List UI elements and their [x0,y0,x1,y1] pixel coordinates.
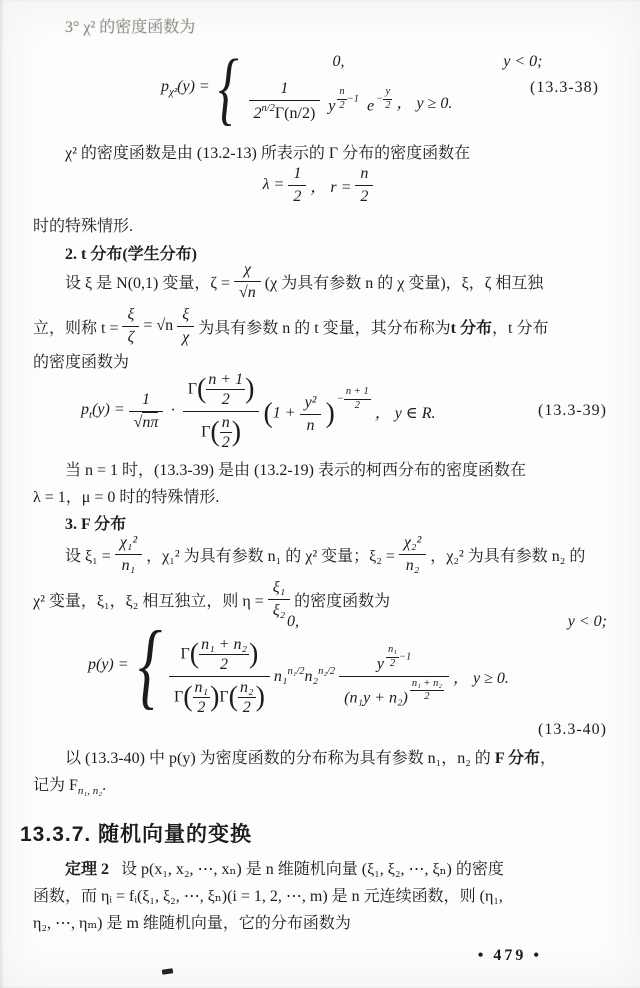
eq38-y-term [328,86,359,116]
eq40-dexp-den: 2 [424,691,430,703]
eq38-frac-den [249,101,321,124]
eq39-gamma-num [183,370,260,411]
theorem-2-l2: 函数，而 ηᵢ = fᵢ(ξ₁, ξ₂, ⋯, ξₙ)(i = 1, 2, ⋯, m) 是 n 元连续函数，则 (η₁, [33,888,503,905]
eq39-lhs [81,401,125,421]
eq39-radicand: nπ [142,413,159,431]
eq39-body [81,370,435,452]
eq40-den-gamma-2: Γ [219,687,229,705]
paragraph-gamma-relation-text: χ² 的密度函数是由 (13.2-13) 所表示的 Γ 分布的密度函数在 [65,145,471,162]
eq-params-frac-1 [288,164,306,207]
t-setup-f3-num: ξ [177,305,194,327]
t-setup-l1a: 设 ξ 是 N(0,1) 变量，ζ = [65,274,230,292]
eq39-exp-frac [344,386,371,412]
cauchy-note-l1: 当 n = 1 时，(13.3-39) 是由 (13.2-19) 表示的柯西分布的密度函数在 [65,462,526,479]
f-setup-l1b: ，χ₁² 为具有参数 n₁ 的 χ² 变量；ξ₂ = [146,547,395,565]
eq40-num-frac [199,635,249,674]
eq39-bot-den: 2 [221,433,230,451]
eq-params-f1-den: 2 [293,187,302,205]
cauchy-note-line-2 [33,484,607,511]
eq38-y-exp-frac [337,86,346,112]
t-setup-frac-chi-sqrtn [234,260,261,303]
eq40-den-rparen-2: ) [255,681,265,713]
eq38-cond-1: y < 0; [503,52,543,70]
eq40-gamma-fraction [169,635,270,717]
eq38-e-base: e [366,97,375,115]
eq38-e-exp-num: y [383,86,392,100]
eq38-y-exp-den: 2 [339,99,345,111]
theorem-2-line-3 [33,910,607,937]
theorem-2-line-2 [33,883,607,910]
eq40-den-gamma-1: Γ [173,687,184,705]
eq39-exp-num: n + 1 [344,386,371,400]
t-setup-l2c-bold: t 分布 [450,319,492,337]
cauchy-note-l2: λ = 1，μ = 0 时的特殊情形. [33,489,220,506]
eq39-frac-1 [129,390,164,433]
line-special-case-text: 时的特殊情形. [33,218,134,235]
f-setup-f2-num: χ₂² [399,533,426,555]
eq39-tail: ， y ∈ R. [374,404,436,422]
f-naming-l1c: ， [540,750,557,767]
t-setup-l2b: = √n [143,317,174,334]
paragraph-f-setup [33,531,607,621]
eq40-den-rparen-1: ) [210,681,220,713]
eq38-den-base: 2 [253,104,262,122]
eq40-den2-exp-frac [410,678,444,704]
eq38-cond-2: ， y ≥ 0. [396,94,453,112]
eq40-d2-num: n₂ [238,678,256,698]
eq39-num-rparen: ) [245,373,255,405]
eq38-e-exponent [376,86,392,112]
eq40-y-exponent [386,644,411,670]
f-setup-l1a: 设 ξ₁ = [65,547,111,565]
eq39-one-plus: 1 + [272,404,296,422]
eq39-den-lparen: ( [210,416,220,448]
theorem-2-l1: 设 p(x₁, x₂, ⋯, xₙ) 是 n 维随机向量 (ξ₁, ξ₂, ⋯, ξₙ) 的密度 [121,861,504,878]
eq39-radical-icon: √ [133,413,143,431]
eq38-y-exponent [337,86,359,112]
eq40-gamma-num [169,635,270,676]
eq39-gamma-den [183,412,260,452]
eq39-top-num: n + 1 [206,370,245,390]
t-setup-frac-xi-zeta [122,305,139,348]
page-number-text: • 479 • [477,947,542,964]
eq39-f1-num: 1 [129,390,164,412]
eq39-den-rparen: ) [231,416,242,448]
t-setup-frac-xi-chi [177,305,194,348]
f-naming-l1a: 以 (13.3-40) 中 p(y) 为密度函数的分布称为具有参数 n₁，n₂ 的 [65,750,495,767]
eq39-num-lparen: ( [197,373,207,405]
eq40-lhs [88,656,129,674]
eq40-num-rparen: ) [249,638,259,670]
eq40-yexp-tail: −1 [398,651,412,663]
eq39-exp-sign: − [336,393,344,405]
t-setup-line-1 [33,259,607,303]
f-naming-line-2 [33,772,607,805]
f-setup-f1-den: n₁ [121,556,136,574]
f-naming-line-1 [33,745,607,772]
eq40-case-2 [169,635,607,717]
t-setup-l3: 的密度函数为 [33,354,130,371]
eq39-frac-y2n [300,393,322,436]
f-setup-f3-num: ξ₁ [268,578,290,600]
eq40-n1-exp: n₁/2 [287,666,305,677]
eq40-n2-base: n₂ [304,668,319,685]
f-naming-subscript: n₁, n₂ [77,785,103,797]
eq40-case-1 [169,613,607,631]
eq38-lhs [161,78,210,98]
eq39-f1-den [129,412,164,433]
eq40-den2-exponent [410,678,444,704]
eq38-fraction [249,79,321,124]
equation-13-3-39 [33,368,607,454]
eq38-e-term [367,86,392,116]
f-setup-l2b: 的密度函数为 [294,592,391,610]
section-heading-13-3-7 [20,818,607,848]
eq40-num-lparen: ( [189,638,200,670]
eq38-body [161,42,543,133]
eq39-den-frac [220,413,232,452]
eq39-lhs-sub: t [89,409,93,421]
eq39-exponent [337,386,371,412]
eq40-d1-num: n₁ [193,678,211,698]
eq38-e-exp-den: 2 [385,99,391,111]
eq40-brace: { [137,611,162,718]
eq40-den-frac-2 [238,678,256,717]
eq40-yexp-num: n₁ [386,644,399,658]
paragraph-t-setup [33,259,607,376]
eq39-term-lparen: ( [263,398,273,430]
eq40-y-exp-frac [386,644,399,670]
eq38-den-exp: n/2 [261,102,275,114]
f-naming-bold: F 分布 [494,750,540,767]
eq40-body [88,613,607,717]
eq40-den-frac-1 [193,678,211,717]
f-setup-l2a: χ² 变量，ξ₁，ξ₂ 相互独立，则 η = [33,592,264,610]
chi2-intro-line [33,14,607,41]
eq-params-f1-num: 1 [288,164,306,186]
t-setup-f2-num: ξ [122,305,139,327]
eq39-f2-den: n [306,416,315,434]
chi2-intro-text: 3° χ² 的密度函数为 [65,19,196,36]
f-setup-f3-den: ξ₂ [272,601,286,619]
f-setup-f2-den: n₂ [405,556,420,574]
equation-13-3-40 [33,611,607,718]
line-special-case [33,213,607,240]
page-number [33,942,542,969]
eq-params-lambda: λ = [262,176,285,193]
eq40-num-gamma: Γ [180,645,190,663]
eq40-gamma-den [169,677,270,717]
eq40-dexp-num: n₁ + n₂ [410,678,444,692]
eq40-zero: 0, [286,613,299,631]
t-setup-l2d: ，t 分布 [492,319,549,337]
eq40-n1-base: n₁ [273,668,288,685]
paragraph-theorem-2 [33,856,607,937]
eq39-gamma-top: Γ [187,380,197,398]
eq38-case-2 [245,79,543,124]
f-setup-l1c: ，χ₂² 为具有参数 n₂ 的 [430,547,586,565]
eq38-e-exp-frac [383,86,392,112]
eq40-numf-den: 2 [220,656,229,674]
eq38-lhs-p: p [161,78,169,95]
eq40-d1-den: 2 [197,698,206,716]
t-setup-f3-den: χ [182,328,190,346]
eq40-yexp-den: 2 [389,657,396,669]
paragraph-f-naming [33,745,607,805]
eq39-paren-term [263,386,370,435]
paragraph-cauchy-note [33,457,607,511]
t-setup-line-2 [33,303,607,349]
t-setup-f1-den: √n [239,283,256,301]
eq38-label: (13.3-38) [530,79,599,96]
eq38-zero: 0, [332,52,345,70]
theorem-2-label: 定理 2 [65,861,110,878]
f-naming-l2a: 记为 F [33,777,78,794]
eq38-frac-num: 1 [249,79,321,101]
f-setup-line-1 [33,531,607,577]
eq38-brace: { [217,42,239,133]
eq40-n2-exp: n₂/2 [318,666,336,677]
eq-params-mid: ， r = [310,178,352,196]
eq38-y-exp-num: n [337,86,346,100]
eq40-den-lparen-1: ( [183,681,193,713]
eq39-lhs-p: p [81,401,89,418]
eq-params-f2-den: 2 [360,187,369,205]
eq40-y-base: y [376,655,385,673]
eq40-n-powers [274,666,335,686]
section-heading-13-3-7-text: 13.3.7. 随机向量的变换 [20,823,253,846]
heading-t-distribution-text: 2. t 分布(学生分布) [65,246,197,263]
equation-lambda-r [33,160,607,210]
theorem-2-line-1 [33,856,607,883]
eq39-f2-num: y² [300,393,322,415]
eq38-den-gamma: Γ(n/2) [274,104,316,122]
eq38-y-base: y [328,97,336,115]
eq39-lhs-tail: (y) = [92,401,125,418]
eq-params-frac-2 [355,164,373,207]
eq39-term-rparen: ) [325,398,335,430]
eq40-cond-1: y < 0; [567,613,607,631]
eq38-lhs-sub: χ² [169,86,178,98]
equation-13-3-38 [33,40,607,136]
eq39-gamma-fraction [183,370,260,452]
eq39-bot-num: n [220,413,232,433]
theorem-2-l3: η₂, ⋯, ηₘ) 是 m 维随机向量，它的分布函数为 [33,915,351,932]
t-setup-l2c: 为具有参数 n 的 t 变量，其分布称为 [198,319,451,337]
eq39-label: (13.3-39) [538,402,607,419]
eq39-top-den: 2 [221,391,230,409]
t-setup-f1-num: χ [234,260,261,282]
equation-13-3-40-label [33,716,607,743]
eq39-gamma-bot: Γ [201,422,211,440]
f-setup-frac-1 [115,533,142,576]
eq40-yfrac-num [339,644,449,677]
eq38-case-1 [245,53,543,71]
cauchy-note-line-1 [33,457,607,484]
eq40-d2-den: 2 [242,698,251,716]
eq40-cases [169,613,607,717]
f-naming-l2b: . [102,777,107,794]
eq40-den2-base: (n₁y + n₂) [344,689,408,706]
eq40-y-fraction [339,644,449,708]
eq39-exp-den: 2 [354,399,360,411]
t-setup-l2a: 立，则称 t = [33,319,119,337]
eq38-lhs-tail: (y) = [177,78,210,95]
eq40-numf-num: n₁ + n₂ [199,635,249,655]
eq38-cases [245,53,543,124]
eq40-cond-2: ， y ≥ 0. [453,669,509,687]
eq40-lhs-text: p(y) = [88,656,129,673]
eq39-num-frac [206,370,245,409]
eq40-label-text: (13.3-40) [538,721,607,738]
scan-artifact [162,968,174,974]
eq40-den-lparen-2: ( [228,681,238,713]
f-setup-frac-2 [399,533,426,576]
eq38-y-exp-tail: −1 [346,93,359,105]
eq-params-f2-num: n [355,164,373,186]
eq40-yfrac-den [339,677,449,709]
eq39-dot: · [170,402,176,419]
t-setup-l1b: (χ 为具有参数 n 的 χ 变量)，ξ，ζ 相互独 [264,274,544,292]
f-setup-f1-num: χ₁² [115,533,142,555]
eq38-e-exp-sign: − [376,93,384,105]
t-setup-f2-den: ζ [127,328,135,346]
heading-f-distribution-text: 3. F 分布 [65,516,127,533]
